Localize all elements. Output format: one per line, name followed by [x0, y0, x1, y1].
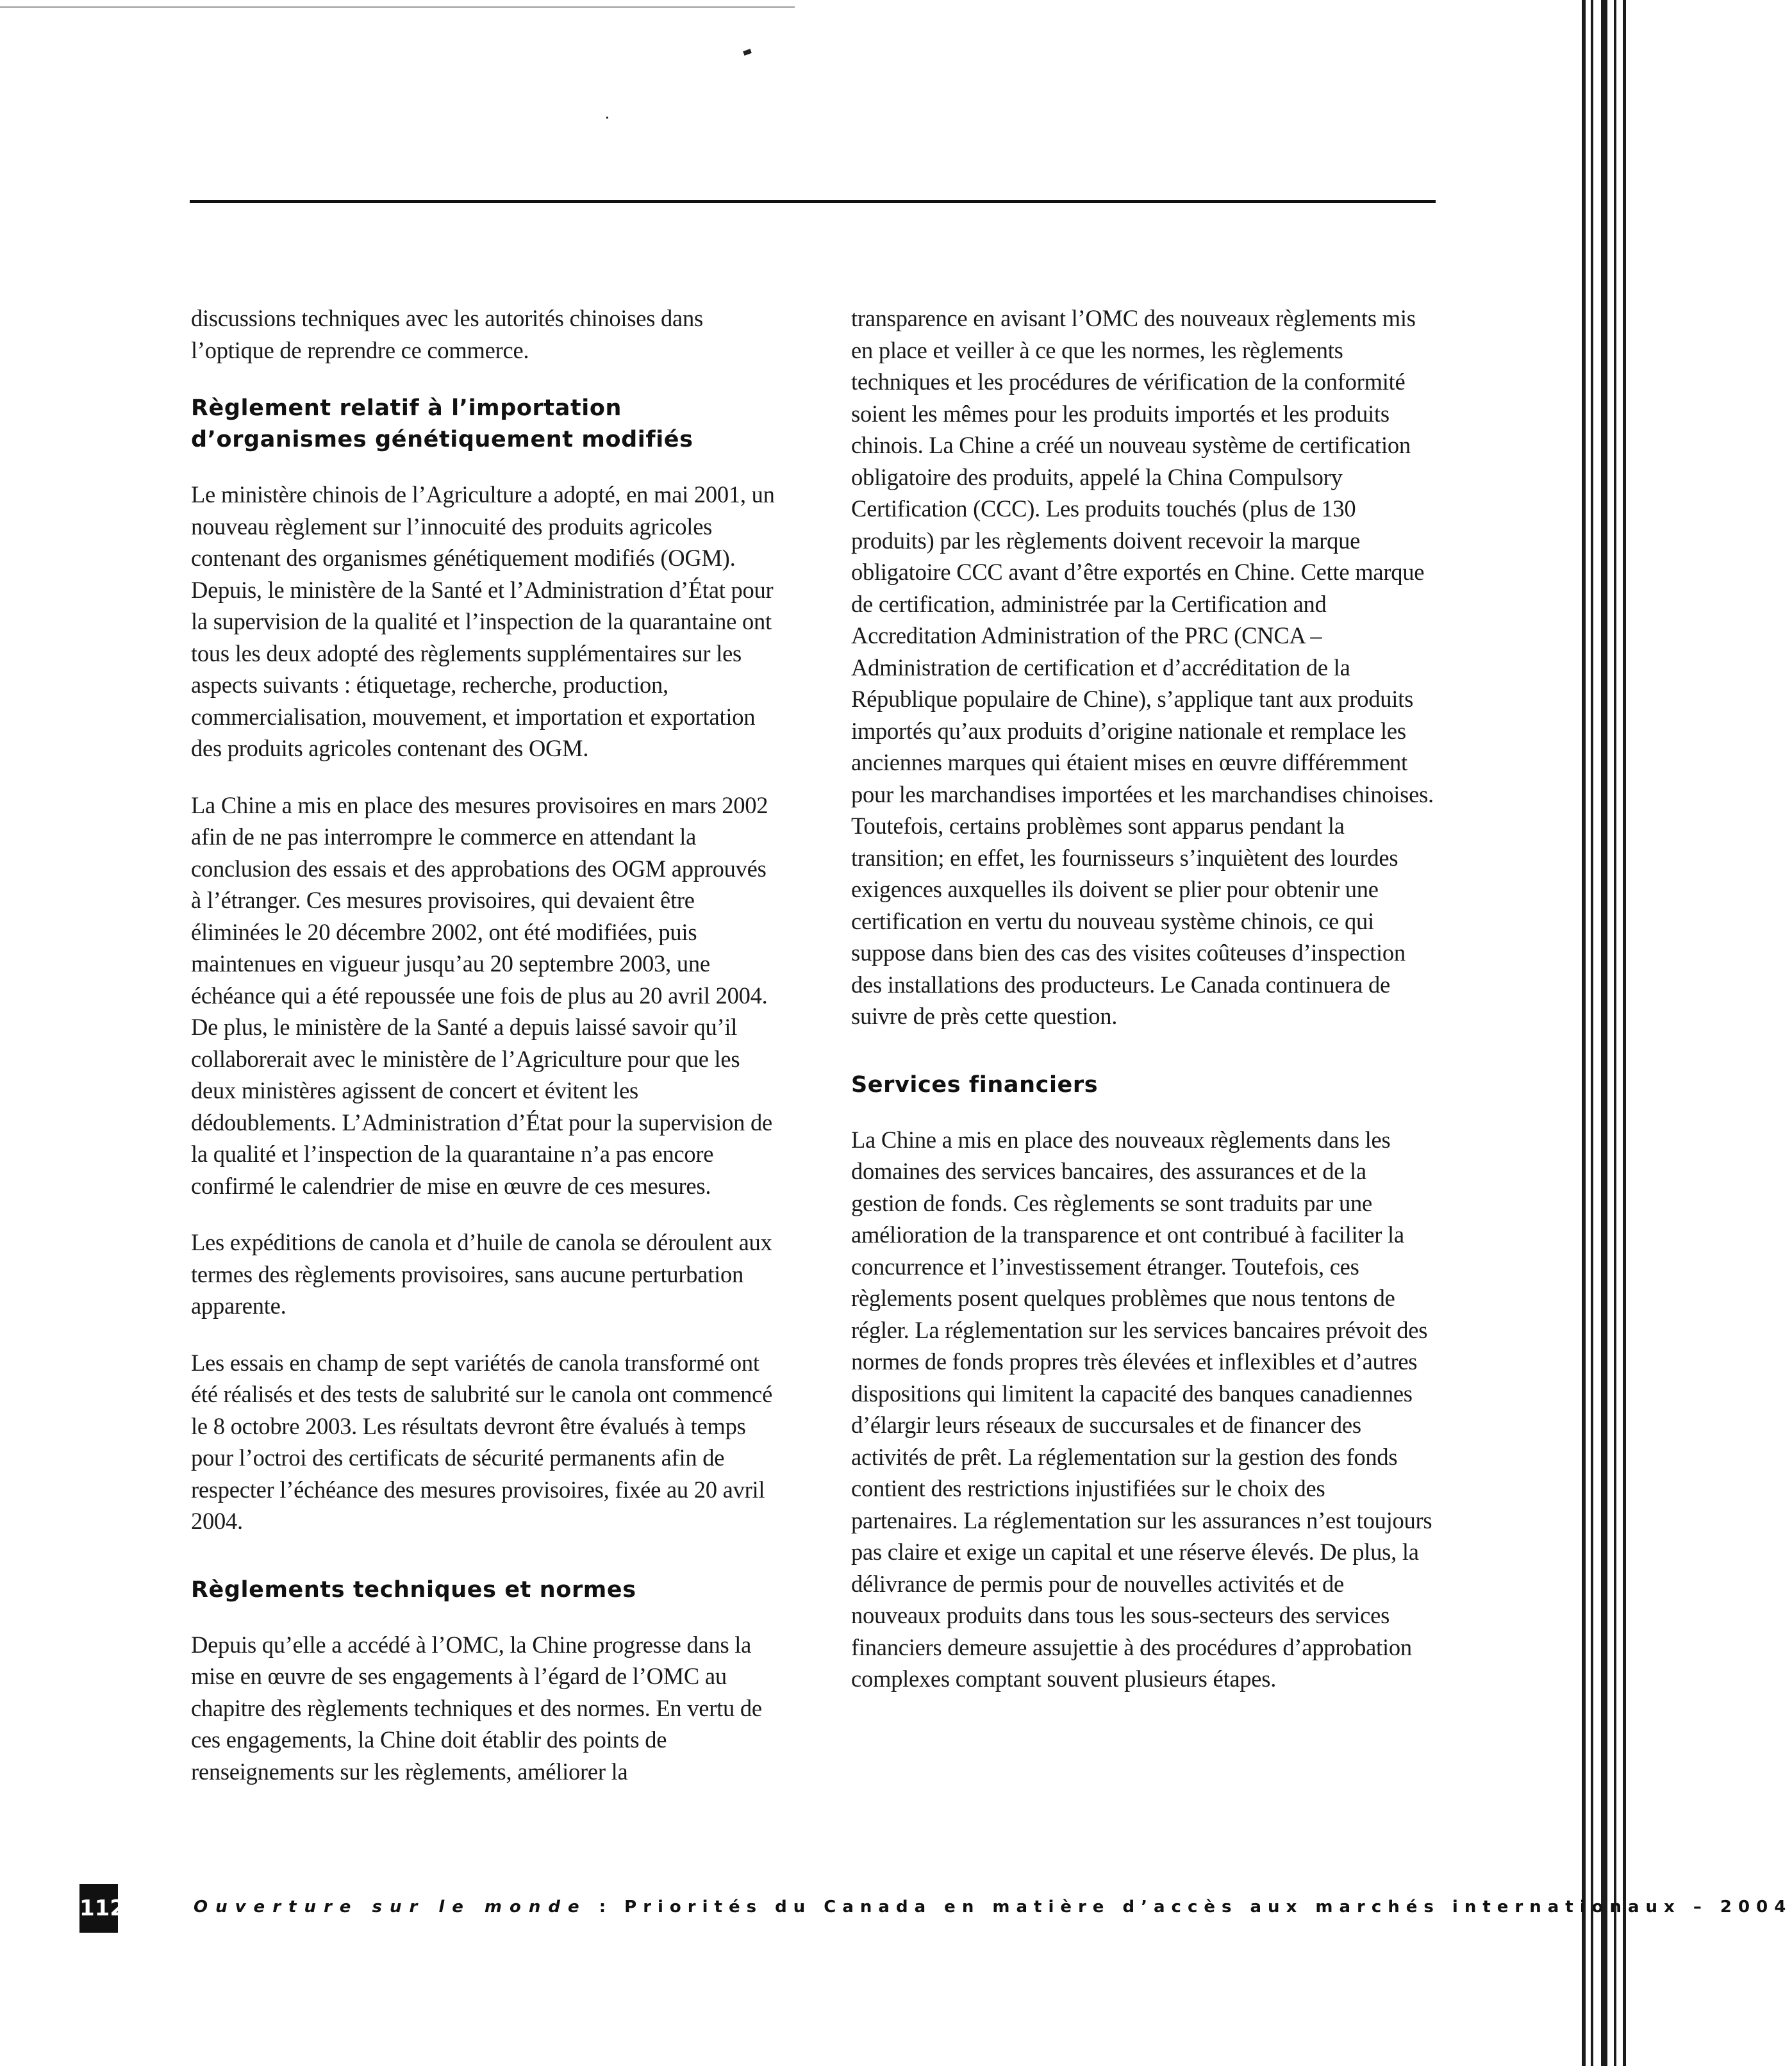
left-column	[191, 302, 776, 1812]
technical-paragraph: Depuis qu’elle a accédé à l’OMC, la Chine progresse dans la mise en œuvre de ses engagements à l’égard de l’OMC au chapitre des règlements techniques et des normes. En vertu de ces engagements, la Chine doit établir des points de renseignements sur les règlements, améliorer la	[191, 1631, 762, 1785]
right-column	[851, 302, 1436, 1720]
scan-speck	[606, 117, 608, 119]
financial-paragraph: La Chine a mis en place des nouveaux règlements dans les domaines des services bancaires, des assurances et de la gestion de fonds. Ces règlements se sont traduits par une amélioration de la transparence et ont contribué à faciliter la concurrence et l’investissement étranger. Toutefois, ces règlements posent quelques problèmes que nous tentons de régler. La réglementation sur les services bancaires prévoit des normes de fonds propres très élevées et inflexibles et d’autres dispositions qui limitent la capacité des banques canadiennes d’élargir leurs réseaux de succursales et de financer des activités de prêt. La réglementation sur la gestion des fonds contient des restrictions injustifiées sur le choix des partenaires. La réglementation sur les assurances n’est toujours pas claire et exige un capital et une réserve élevés. De plus, la délivrance de permis pour de nouvelles activités et de nouveaux produits dans tous les sous-secteurs des services financiers demeure assujettie à des procédures d’approbation complexes comptant souvent plusieurs étapes.	[851, 1126, 1432, 1692]
section-heading-gmo: Règlement relatif à l’importation d’organismes génétiquement modifiés	[191, 395, 693, 452]
scan-edge-line	[0, 6, 795, 8]
footer-title-italic: Ouverture sur le monde	[194, 1897, 587, 1917]
technical-continuation-paragraph: transparence en avisant l’OMC des nouveaux règlements mis en place et veiller à ce que les normes, les règlements techniques et les procédures de vérification de la conformité soient les mêmes pour les produits importés et les produits chinois. La Chine a créé un nouveau système de certification obligatoire des produits, appelé la China Compulsory Certification (CCC). Les produits touchés (plus de 130 produits) par les règlements doivent recevoir la marque obligatoire CCC avant d’être exportés en Chine. Cette marque de certification, administrée par la Certification and Accreditation Administration of the PRC (CNCA – Administration de certification et d’accréditation de la République populaire de Chine), s’applique tant aux produits importés qu’aux produits d’origine nationale et remplace les anciennes marques qui étaient mises en œuvre différemment pour les marchandises importées et les marchandises chinoises. Toutefois, certains problèmes sont apparus pendant la transition; en effet, les fournisseurs s’inquiètent des lourdes exigences auxquelles ils doivent se plier pour obtenir une certification en vertu du nouveau système chinois, ce qui suppose dans bien des cas des visites coûteuses d’inspection des installations des producteurs. Le Canada continuera de suivre de près cette question.	[851, 305, 1434, 1029]
section-heading-financial: Services financiers	[851, 1071, 1099, 1098]
gmo-paragraph-2: La Chine a mis en place des mesures provisoires en mars 2002 afin de ne pas interrompre le commerce en attendant la conclusion des essais et des approbations des OGM approuvés à l’étranger. Ces mesures provisoires, qui devaient être éliminées le 20 décembre 2002, ont été modifiées, puis maintenues en vigueur jusqu’au 20 septembre 2003, une échéance qui a été repoussée une fois de plus au 20 avril 2004. De plus, le ministère de la Santé a depuis laissé savoir qu’il collaborerait avec le ministère de l’Agriculture pour que les deux ministères agissent de concert et évitent les dédoublements. L’Administration d’État pour la supervision de la qualité et l’inspection de la quarantaine n’a pas encore confirmé le calendrier de mise en œuvre de ces mesures.	[191, 791, 772, 1199]
scan-speck	[743, 49, 752, 56]
gmo-paragraph-4: Les essais en champ de sept variétés de canola transformé ont été réalisés et des tests de salubrité sur le canola ont commencé le 8 octobre 2003. Les résultats devront être évalués à temps pour l’octroi des certificats de sécurité permanents afin de respecter l’échéance des mesures provisoires, fixée au 20 avril 2004.	[191, 1349, 773, 1534]
footer-title-rest: : Priorités du Canada en matière d’accès aux marchés internationaux – 2004	[586, 1897, 1792, 1917]
intro-paragraph: discussions techniques avec les autorités chinoises dans l’optique de reprendre ce commerce.	[191, 305, 703, 363]
page-number: 112	[79, 1884, 118, 1933]
scan-edge-bars	[1582, 0, 1628, 2066]
section-heading-technical: Règlements techniques et normes	[191, 1576, 636, 1603]
gmo-paragraph-1: Le ministère chinois de l’Agriculture a adopté, en mai 2001, un nouveau règlement sur l’innocuité des produits agricoles contenant des organismes génétiquement modifiés (OGM). Depuis, le ministère de la Santé et l’Administration d’État pour la supervision de la qualité et l’inspection de la quarantaine ont tous les deux adopté des règlements supplémentaires sur les aspects suivants : étiquetage, recherche, production, commercialisation, mouvement, et importation et exportation des produits agricoles contenant des OGM.	[191, 481, 775, 761]
header-rule	[190, 200, 1436, 203]
gmo-paragraph-3: Les expéditions de canola et d’huile de canola se déroulent aux termes des règlements provisoires, sans aucune perturbation apparente.	[191, 1229, 772, 1319]
page-footer	[79, 1884, 1792, 1935]
footer-publication-title	[194, 1894, 1792, 1920]
